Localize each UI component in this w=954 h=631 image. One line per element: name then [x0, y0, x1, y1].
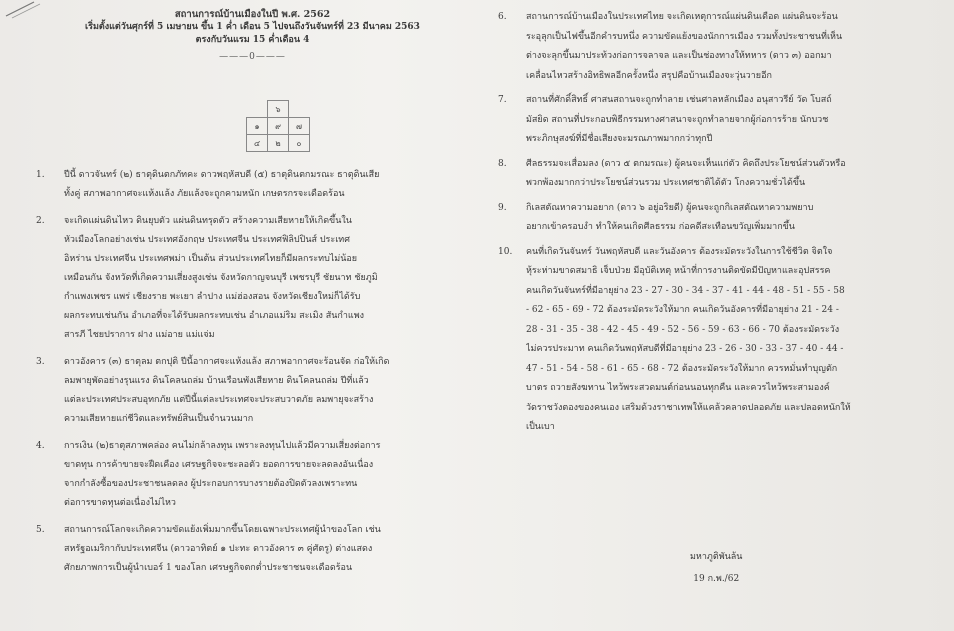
- item-text: [526, 155, 937, 194]
- item-line: 28 - 31 - 35 - 38 - 42 - 45 - 49 - 52 - 56 - 59 - 63 - 66 - 70 ต้องระมัดระวัง: [526, 324, 840, 335]
- signature-date: 19 ก.พ./62: [693, 574, 740, 584]
- item-line: สารภี ไชยปราการ ฝาง แม่อาย แม่แจ่ม: [64, 330, 215, 340]
- item-number: 10.: [498, 246, 513, 257]
- item-number: 8.: [498, 158, 507, 169]
- list-item: [30, 437, 475, 513]
- item-text: [64, 212, 475, 345]
- list-item: [492, 243, 937, 438]
- item-text: [526, 8, 937, 86]
- list-item: [492, 8, 937, 86]
- item-line: สหรัฐอเมริกากับประเทศจีน (ดาวอาทิตย์ ๑ ปะทะ ดาวอังคาร ๓ คู่ศัตรู) ต่างแสดง: [64, 544, 373, 554]
- horo-cell: [289, 101, 310, 118]
- item-line: ความเสียหายแก่ชีวิตและทรัพย์สินเป็นจำนวนมาก: [64, 414, 254, 424]
- item-line: ผลกระทบเช่นกัน อำเภอที่จะได้รับผลกระทบเช่น อำเภอแม่ริม สะเมิง สันกำแพง: [64, 311, 365, 321]
- separator: ———0———: [219, 52, 286, 62]
- horo-cell: ๐: [289, 135, 310, 152]
- horo-cell: ๔: [247, 135, 268, 152]
- right-column: [492, 8, 937, 443]
- list-item: [30, 212, 475, 345]
- item-line: ต่อการขาดทุนต่อเนื่องไม่ไหว: [64, 498, 176, 508]
- item-line: สถานการณ์บ้านเมืองในประเทศไทย จะเกิดเหตุการณ์แผ่นดินเดือด แผ่นดินจะร้อน: [526, 12, 838, 22]
- list-item: [30, 353, 475, 429]
- item-text: [64, 521, 475, 578]
- document-title: [30, 8, 475, 47]
- item-line: เป็นเบา: [526, 422, 555, 432]
- item-line: ขาดทุน การค้าขายจะฝืดเคือง เศรษฐกิจจะชะลอตัว ยอดการขายจะลดลงอันเนื่อง: [64, 460, 374, 470]
- item-line: บาตร ถวายสังฆทาน ไหว้พระสวดมนต์ก่อนนอนทุกคืน และควรไหว้พระสามองค์: [526, 383, 830, 393]
- item-line: วัดราชวังตองของคนเอง เสริมด้วงราชาเทพให้แคล้วคลาดปลอดภัย และปลอดหนักให้: [526, 402, 851, 413]
- item-line: หุ้ระห่ามขาดสมาธิ เจ็บป่วย มีอุบัติเหตุ หน้าที่การงานติดขัดมีปัญหาและอุปสรรค: [526, 266, 831, 276]
- horo-cell: [247, 101, 268, 118]
- list-item: [492, 199, 937, 238]
- item-line: เคลื่อนไหวสร้างอิทธิพลอีกครั้งหนึ่ง สรุปคือบ้านเมืองจะวุ่นวายอีก: [526, 70, 772, 81]
- item-line: สถานการณ์โลกจะเกิดความขัดแย้งเพิ่มมากขึ้นโดยเฉพาะประเทศผู้นำของโลก เช่น: [64, 525, 381, 535]
- item-text: [64, 437, 475, 513]
- item-text: [64, 166, 475, 204]
- item-text: [526, 243, 937, 438]
- item-number: 3.: [36, 357, 45, 367]
- item-line: มัสยิด สถานที่ประกอบพิธีกรรมทางศาสนาจะถูกทำลายจากผู้ก่อการร้าย นักบวช: [526, 114, 829, 125]
- item-line: ไม่ควรประมาท คนเกิดวันพฤหัสบดีที่มีอายุย่าง 23 - 26 - 30 - 33 - 37 - 40 - 44 -: [526, 344, 844, 354]
- list-item: [30, 166, 475, 204]
- item-line: แต่ละประเทศประสบอุทกภัย แต่ปีนี้แต่ละประเทศจะประสบวาตภัย ลมพายุจะสร้าง: [64, 395, 374, 405]
- item-line: พวกพ้องมากกว่าประโยชน์ส่วนรวม ประเทศชาติได้ตัว โกงความชั่วได้ขึ้น: [526, 178, 806, 188]
- horo-cell: ๖: [268, 101, 289, 118]
- list-item: [492, 91, 937, 150]
- left-column: [30, 8, 475, 573]
- item-number: 7.: [498, 95, 507, 105]
- item-line: คนที่เกิดวันจันทร์ วันพฤหัสบดี และวันอังคาร ต้องระมัดระวังในการใช้ชีวิต จิตใจ: [526, 246, 833, 257]
- horo-cell: ๗: [289, 118, 310, 135]
- item-line: อยากเข้าครอบงำ ทำให้คนเกิดศีลธรรม ก่อคดีสะเทือนขวัญเพิ่มมากขึ้น: [526, 222, 795, 232]
- signature-name: มหาภูติพันล้น: [690, 552, 743, 562]
- item-line: หัวเมืองโลกอย่างเช่น ประเทศอังกฤษ ประเทศจีน ประเทศฟิลิปปินส์ ประเทศ: [64, 235, 350, 245]
- item-line: ต่างจะลุกขึ้นมาประท้วงก่อการจลาจล และเป็นช่องทางให้ทหาร (ดาว ๓) ออกมา: [526, 51, 832, 61]
- left-item-list: [30, 166, 475, 586]
- item-line: - 62 - 65 - 69 - 72 ต้องระมัดระวังให้มาก คนเกิดวันอังคารที่มีอายุย่าง 21 - 24 -: [526, 305, 839, 315]
- item-line: ปีนี้ ดาวจันทร์ (๒) ธาตุดินตกภัทคะ ดาวพฤหัสบดี (๕) ธาตุดินตกมรณะ ธาตุดินเสีย: [64, 170, 380, 180]
- list-item: [492, 155, 937, 194]
- item-number: 6.: [498, 12, 507, 22]
- item-number: 1.: [36, 170, 45, 180]
- horo-cell: ๑: [247, 118, 268, 135]
- list-item: [30, 521, 475, 578]
- title-line-3: ตรงกับวันแรม 15 ค่ำเดือน 4: [195, 35, 310, 45]
- title-line-2: เริ่มตั้งแต่วันศุกร์ที่ 5 เมษายน ขึ้น 1 ค่ำ เดือน 5 ไปจนถึงวันจันทร์ที่ 23 มีนาคม 2563: [85, 22, 420, 32]
- item-line: ทั้งคู่ สภาพอากาศจะแห้งแล้ง ภัยแล้งจะถูกคามหนัก เกษตรกรจะเดือดร้อน: [64, 189, 345, 199]
- item-text: [526, 91, 937, 150]
- item-line: อิหร่าน ประเทศจีน ประเทศพม่า เป็นต้น ส่วนประเทศไทยก็มีผลกระทบไม่น้อย: [64, 254, 358, 264]
- item-number: 4.: [36, 441, 45, 451]
- item-line: เหมือนกัน จังหวัดที่เกิดความเสี่ยงสูงเช่น จังหวัดกาญจนบุรี เพชรบุรี ชัยนาท ชัยภูมิ: [64, 273, 378, 283]
- right-item-list: [492, 8, 937, 438]
- item-line: กิเลสตัณหาความอยาก (ดาว ๖ อยู่อริยดี) ผู้คนจะถูกกิเลสตัณหาความพยาบ: [526, 202, 814, 213]
- item-line: 47 - 51 - 54 - 58 - 61 - 65 - 68 - 72 ต้องระมัดระวังให้มาก ควรหมั่นทำบุญตัก: [526, 363, 838, 374]
- item-line: คนเกิดวันจันทร์ที่มีอายุย่าง 23 - 27 - 30 - 34 - 37 - 41 - 44 - 48 - 51 - 55 - 58: [526, 285, 845, 296]
- item-line: ศีลธรรมจะเสื่อมลง (ดาว ๕ ตกมรณะ) ผู้คนจะเห็นแก่ตัว คิดถึงประโยชน์ส่วนตัวหรือ: [526, 158, 846, 169]
- item-line: พระภิกษุสงฆ์ที่มีชื่อเสียงจะมรณภาพมากกว่าทุกปี: [526, 134, 713, 144]
- item-line: กำแพงเพชร แพร่ เชียงราย พะเยา ลำปาง แม่ฮ่องสอน จังหวัดเชียงใหม่ก็ได้รับ: [64, 292, 361, 302]
- item-number: 5.: [36, 525, 45, 535]
- item-line: ลมพายุพัดอย่างรุนแรง ดินโคลนถล่ม บ้านเรือนพังเสียหาย ดินโคลนถล่ม ปีที่แล้ว: [64, 376, 369, 386]
- horo-cell: ๙: [268, 118, 289, 135]
- horo-cell: ๒: [268, 135, 289, 152]
- item-line: จะเกิดแผ่นดินไหว ดินยุบตัว แผ่นดินทรุดตัว สร้างความเสียหายให้เกิดขึ้นใน: [64, 216, 352, 226]
- item-line: ระอุลุกเป็นไฟขึ้นอีกคำรบหนึ่ง ความขัดแย้งของนักการเมือง รวมทั้งประชาชนที่เห็น: [526, 31, 843, 42]
- item-line: สถานที่ศักดิ์สิทธิ์ ศาสนสถานจะถูกทำลาย เช่นศาลหลักเมือง อนุสาวรีย์ วัด โบสถ์: [526, 95, 832, 105]
- item-number: 2.: [36, 216, 45, 226]
- item-text: [64, 353, 475, 429]
- item-number: 9.: [498, 202, 507, 213]
- item-line: ศักยภาพการเป็นผู้นำเบอร์ 1 ของโลก เศรษฐกิจตกต่ำประชาชนจะเดือดร้อน: [64, 563, 353, 573]
- title-line-1: สถานการณ์บ้านเมืองในปี พ.ศ. 2562: [174, 9, 331, 20]
- horoscope-chart: [246, 100, 310, 152]
- signature-block: [690, 546, 742, 590]
- item-text: [526, 199, 937, 238]
- item-line: การเงิน (๒)ธาตุสภาพคล่อง คนไม่กล้าลงทุน เพราะลงทุนไปแล้วมีความเสี่ยงต่อการ: [64, 441, 381, 451]
- item-line: ดาวอังคาร (๓) ธาตุลม ตกปุติ ปีนี้อากาศจะแห้งแล้ง สภาพอากาศจะร้อนจัด ก่อให้เกิด: [64, 357, 390, 367]
- item-line: จากกำลังซื้อของประชาชนลดลง ผู้ประกอบการบางรายต้องปิดตัวลงเพราะทน: [64, 479, 358, 489]
